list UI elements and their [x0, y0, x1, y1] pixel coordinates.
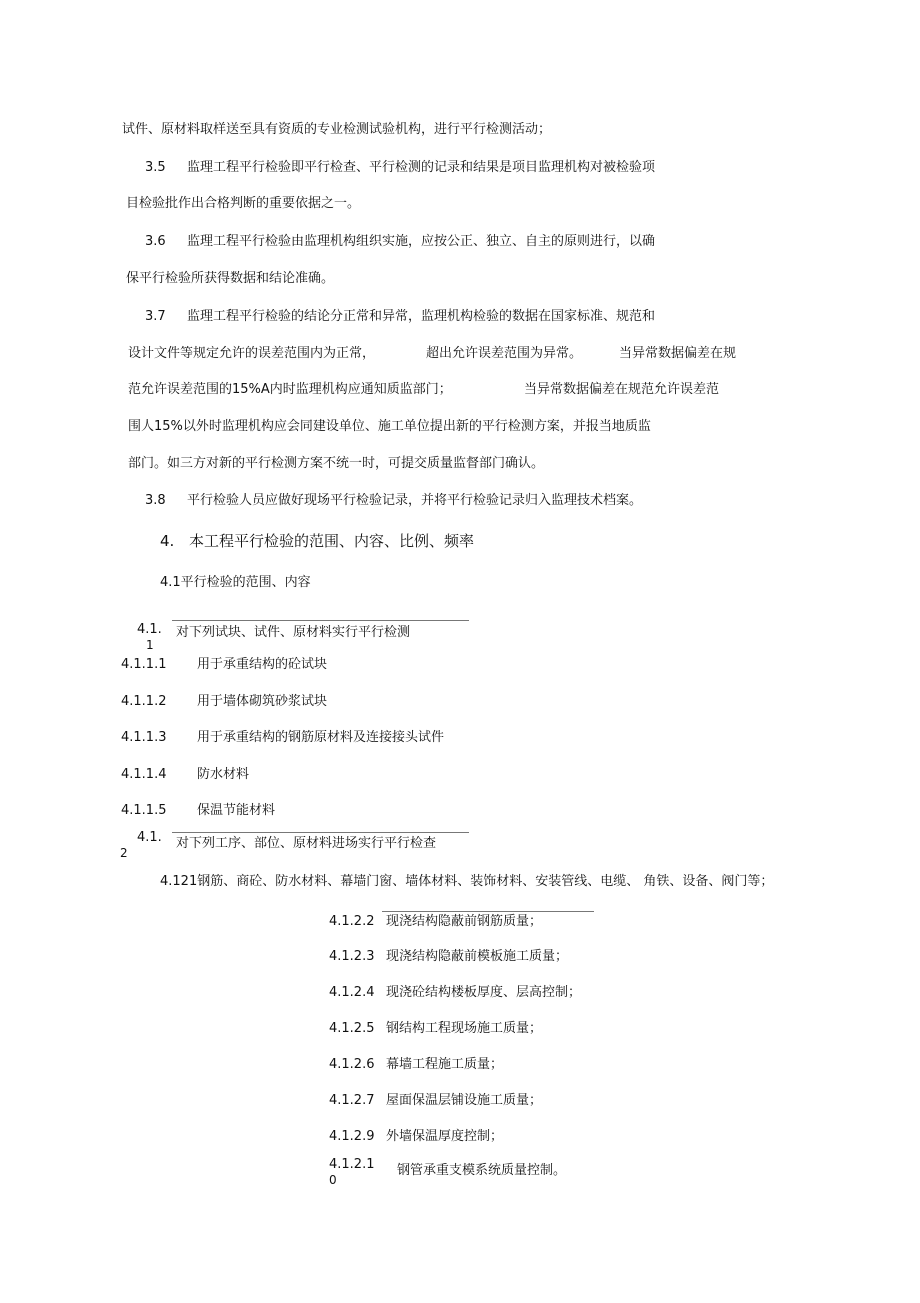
- list-number-4-1-2-9: 4.1.2.9: [329, 1129, 375, 1144]
- rule-4-1-2: [172, 832, 469, 833]
- section-number-3-7: 3.7: [145, 309, 166, 324]
- list-number-4-1-1-4: 4.1.1.4: [121, 767, 167, 782]
- section-3-7-line-3b: 当异常数据偏差在规范允许误差范: [524, 382, 720, 397]
- subheading-4-1: 4.1平行检验的范围、内容: [160, 575, 311, 590]
- list-text-4-1-1-3: 用于承重结构的钢筋原材料及连接接头试件: [197, 730, 445, 745]
- item-4-1-2-10-number-a: 4.1.2.1: [329, 1157, 375, 1172]
- section-3-6-line-2: 保平行检验所获得数据和结论准确。: [126, 271, 335, 286]
- list-text-4-1-1-1: 用于承重结构的砼试块: [197, 657, 328, 672]
- section-3-5-line-1: 监理工程平行检验即平行检查、平行检测的记录和结果是项目监理机构对被检验项: [187, 160, 656, 175]
- list-text-4-1-2-5: 钢结构工程现场施工质量；: [386, 1021, 543, 1036]
- list-number-4-1-1-3: 4.1.1.3: [121, 730, 167, 745]
- list-number-4-1-1-2: 4.1.1.2: [121, 694, 167, 709]
- list-text-4-1-2-6: 幕墙工程施工质量；: [386, 1057, 504, 1072]
- list-text-4-1-2-9: 外墙保温厚度控制；: [386, 1129, 504, 1144]
- section-3-7-line-1: 监理工程平行检验的结论分正常和异常，监理机构检验的数据在国家标准、规范和: [187, 309, 656, 324]
- heading-4-title: 本工程平行检验的范围、内容、比例、频率: [189, 532, 475, 550]
- list-text-4-1-1-5: 保温节能材料: [197, 803, 276, 818]
- item-4-1-2-text: 对下列工序、部位、原材料进场实行平行检查: [176, 836, 437, 851]
- list-text-4-1-1-2: 用于墙体砌筑砂浆试块: [197, 694, 328, 709]
- section-3-7-line-3a: 范允许误差范围的15%A内时监理机构应通知质监部门；: [128, 382, 452, 397]
- list-number-4-1-2-4: 4.1.2.4: [329, 985, 375, 1000]
- section-3-7-line-2c: 当异常数据偏差在规: [619, 346, 737, 361]
- item-4-1-2-number-a: 4.1.: [137, 830, 162, 845]
- item-4-1-1-number-a: 4.1.: [137, 622, 162, 637]
- section-3-6-line-1: 监理工程平行检验由监理机构组织实施，应按公正、独立、自主的原则进行，以确: [187, 234, 656, 249]
- rule-4-1-1: [172, 620, 469, 621]
- list-text-4-1-2-2: 现浇结构隐蔽前钢筋质量；: [386, 914, 543, 929]
- section-number-3-5: 3.5: [145, 160, 166, 175]
- heading-4-number: 4.: [160, 532, 175, 550]
- item-4-1-1-number-b: 1: [146, 638, 154, 652]
- item-4-1-2-10-number-b: 0: [329, 1173, 337, 1187]
- paragraph-3-4-tail: 试件、原材料取样送至具有资质的专业检测试验机构，进行平行检测活动；: [122, 122, 552, 137]
- list-number-4-1-2-3: 4.1.2.3: [329, 949, 375, 964]
- item-4-1-2-10-text: 钢管承重支模系统质量控制。: [397, 1163, 567, 1178]
- section-3-7-line-2b: 超出允许误差范围为异常。: [426, 346, 583, 361]
- item-4-1-1-text: 对下列试块、试件、原材料实行平行检测: [176, 625, 411, 640]
- list-number-4-1-2-7: 4.1.2.7: [329, 1093, 375, 1108]
- list-text-4-1-1-4: 防水材料: [197, 767, 250, 782]
- section-number-3-6: 3.6: [145, 234, 166, 249]
- list-text-4-1-2-3: 现浇结构隐蔽前模板施工质量；: [386, 949, 569, 964]
- section-3-8-text: 平行检验人员应做好现场平行检验记录，并将平行检验记录归入监理技术档案。: [187, 493, 643, 508]
- section-3-7-line-5: 部门。如三方对新的平行检测方案不统一时，可提交质量监督部门确认。: [128, 456, 545, 471]
- list-number-4-1-1-1: 4.1.1.1: [121, 657, 167, 672]
- list-number-4-1-2-6: 4.1.2.6: [329, 1057, 375, 1072]
- section-3-5-line-2: 目检验批作出合格判断的重要依据之一。: [126, 196, 361, 211]
- list-text-4-1-2-4: 现浇砼结构楼板厚度、层高控制；: [386, 985, 582, 1000]
- item-4-1-2-number-b: 2: [120, 846, 128, 860]
- list-number-4-1-1-5: 4.1.1.5: [121, 803, 167, 818]
- list-number-4-1-2-5: 4.1.2.5: [329, 1021, 375, 1036]
- list-number-4-1-2-2: 4.1.2.2: [329, 914, 375, 929]
- section-3-7-line-4: 围人15%以外时监理机构应会同建设单位、施工单位提出新的平行检测方案，并报当地质监: [128, 419, 651, 434]
- section-3-7-line-2a: 设计文件等规定允许的误差范围内为正常，: [128, 346, 376, 361]
- section-number-3-8: 3.8: [145, 493, 166, 508]
- rule-4-1-2-2: [382, 911, 594, 912]
- list-text-4-1-2-7: 屋面保温层铺设施工质量；: [386, 1093, 543, 1108]
- item-4-1-2-1-text: 4.121钢筋、商砼、防水材料、幕墙门窗、墙体材料、装饰材料、安装管线、电缆、 角铁、设备、阀门等；: [160, 874, 774, 889]
